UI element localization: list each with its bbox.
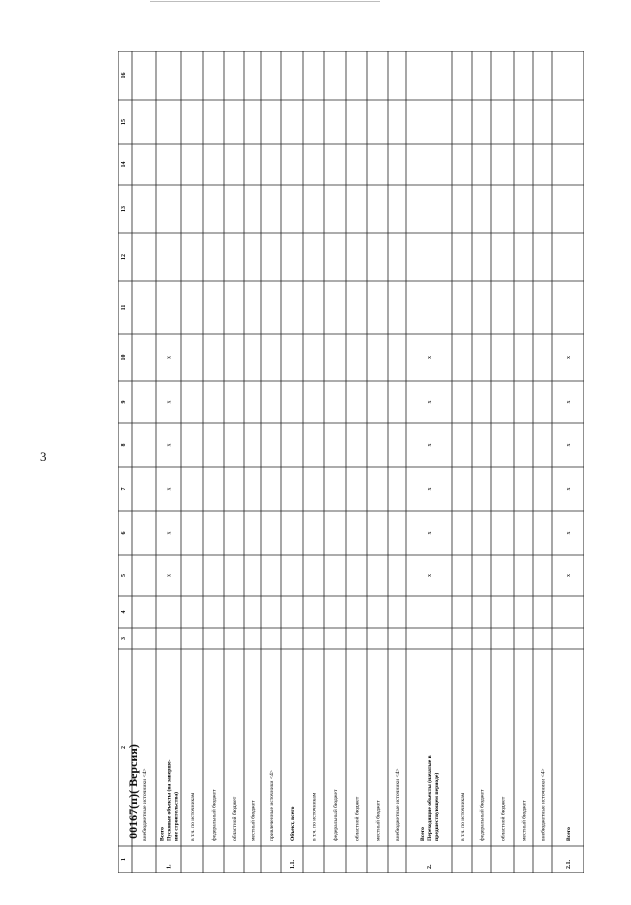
cell-mark: x: [166, 487, 173, 491]
column-header-number: 10: [121, 354, 127, 361]
cell-mark: x: [427, 400, 433, 404]
row-label: в т.ч. по источникам: [311, 792, 318, 841]
row-label: внебюджетные источники <4>: [142, 768, 148, 841]
cell-mark: x: [166, 400, 173, 404]
column-header-number: 16: [121, 72, 127, 79]
row-label: ние строительства): [173, 792, 180, 841]
cell-mark: x: [427, 531, 433, 535]
column-header-number: 7: [121, 487, 127, 491]
row-label: Всего: [159, 827, 166, 841]
column-header-number: 13: [121, 206, 127, 212]
row-label: предшествующем периоде): [434, 772, 440, 841]
cell-mark: x: [427, 574, 433, 577]
cell-mark: x: [166, 443, 173, 447]
cell-mark: x: [166, 356, 173, 359]
cell-mark: x: [427, 487, 433, 491]
column-header-number: 11: [121, 304, 127, 311]
column-header-number: 8: [121, 443, 127, 447]
budget-table: [118, 51, 584, 873]
row-label: федеральный бюджет: [211, 789, 218, 841]
row-label: федеральный бюджет: [333, 789, 339, 841]
cell-mark: x: [566, 400, 572, 404]
column-header-number: 14: [121, 161, 127, 168]
column-header-number: 4: [121, 610, 127, 614]
row-label: местный бюджет: [250, 800, 257, 841]
document-footer-code: 00167(п)( Версия): [125, 744, 140, 839]
row-label: Переходящие объекты (начатые в: [427, 755, 433, 841]
cell-mark: x: [427, 443, 433, 447]
row-label: федеральный бюджет: [479, 789, 486, 841]
cell-mark: x: [166, 531, 173, 535]
table-grid: [118, 51, 584, 873]
cell-mark: x: [566, 487, 572, 491]
row-label: в т.ч. по источникам: [460, 792, 466, 841]
cell-mark: x: [566, 574, 572, 577]
column-header-number: 3: [121, 637, 127, 640]
row-label: Всего: [420, 827, 426, 841]
row-label: местный бюджет: [375, 800, 382, 841]
cell-mark: x: [566, 531, 572, 535]
column-header-number: 15: [121, 119, 127, 125]
row-label: привлеченные источники <4>: [269, 770, 275, 841]
cell-mark: x: [166, 574, 173, 577]
column-header-number: 1: [121, 858, 127, 861]
column-header-number: 6: [121, 531, 127, 535]
column-header-number: 12: [121, 254, 127, 260]
row-number: 1.1.: [290, 860, 296, 869]
row-label: в т.ч. по источникам: [190, 792, 196, 841]
row-label: областной бюджет: [500, 796, 507, 841]
column-header-number: 2: [121, 746, 127, 749]
column-header-number: 5: [121, 574, 127, 577]
row-number: 1.: [166, 864, 173, 869]
cell-mark: x: [566, 443, 572, 447]
row-label: Объект, всего: [290, 806, 296, 841]
row-label: внебюджетные источники <4>: [395, 768, 401, 841]
cell-mark: x: [566, 356, 572, 359]
row-label: областной бюджет: [354, 796, 361, 841]
row-label: Пусковые объекты (на заверше-: [166, 759, 173, 841]
page-number: 3: [40, 449, 47, 464]
row-label: Всего: [566, 827, 572, 841]
column-header-number: 9: [121, 400, 127, 404]
cell-mark: x: [427, 356, 433, 359]
scan-edge-line: [150, 1, 380, 2]
row-label: областной бюджет: [232, 796, 238, 841]
row-number: 2.1.: [566, 860, 572, 869]
row-label: местный бюджет: [521, 800, 528, 841]
row-label: внебюджетные источники <4>: [540, 768, 547, 841]
row-number: 2.: [427, 864, 433, 869]
